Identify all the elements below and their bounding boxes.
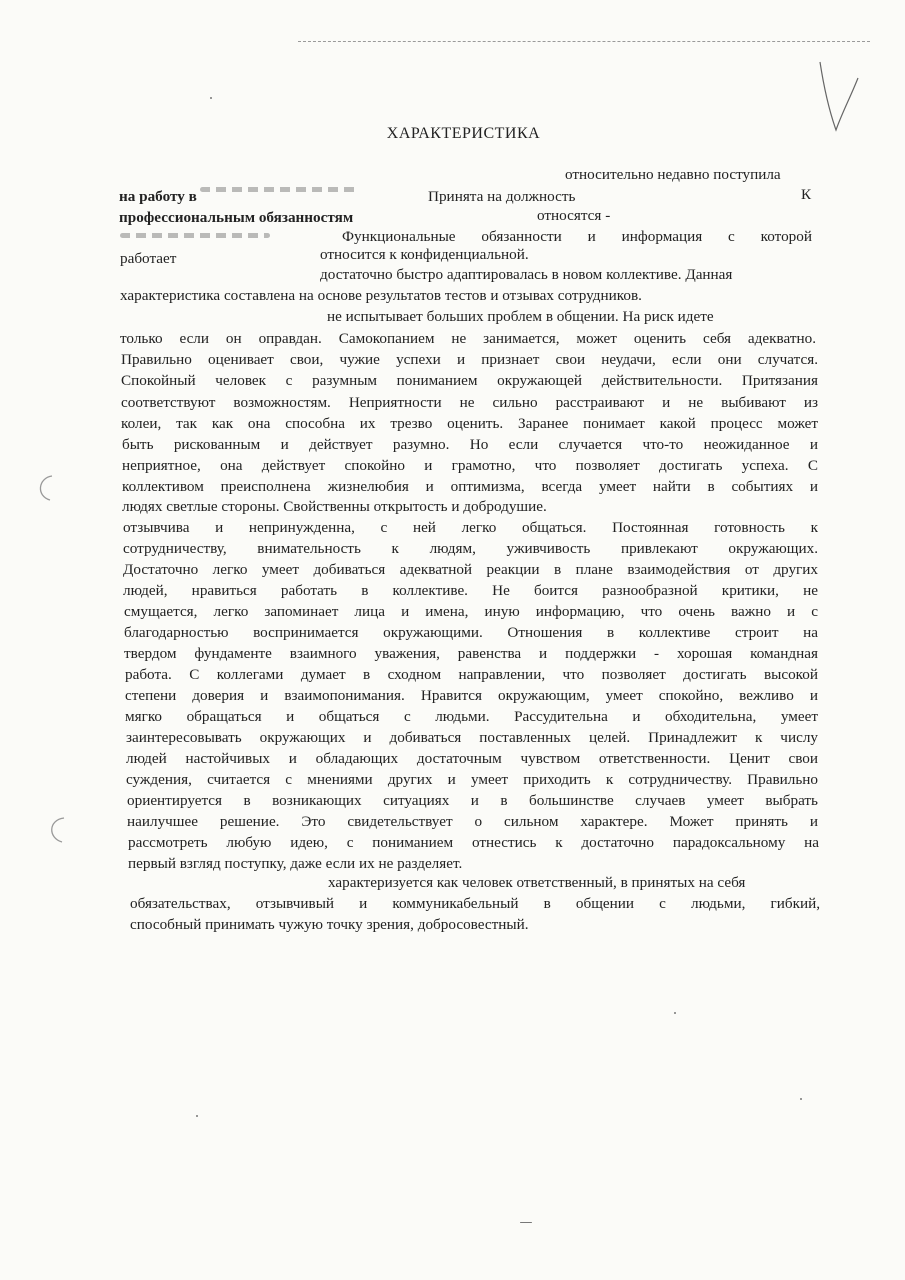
header-line-4: Функциональные обязанности и информация с которой (342, 228, 812, 245)
body-line-11: отзывчива и непринужденна, с ней легко общаться. Постоянная готовность к (123, 519, 818, 536)
document-title: ХАРАКТЕРИСТИКА (386, 125, 541, 142)
header-line-3-left: профессиональным обязанностям (119, 209, 354, 226)
header-line-5-mid: относится к конфиденциальной. (320, 246, 529, 263)
body-line-15: смущается, легко запоминает лица и имена, иную информацию, что очень важно и с (124, 603, 818, 620)
body-line-18: работа. С коллегами думает в сходном направлении, что позволяет достигать высокой (125, 666, 818, 683)
body-line-16: благодарностью воспринимается окружающими. Отношения в коллективе строит на (124, 624, 818, 641)
header-line-7: характеристика составлена на основе результатов тестов и отзывах сотрудников. (120, 287, 642, 304)
closing-line-1: характеризуется как человек ответственный, в принятых на себя (328, 874, 746, 891)
top-edge-rule (298, 41, 870, 42)
scan-speck (520, 1222, 532, 1223)
header-line-2-mid: Принята на должность (428, 188, 576, 205)
body-line-7: быть рискованным и действует разумно. Но если случается что-то неожиданное и (122, 436, 818, 453)
redacted-employer (200, 187, 360, 192)
scan-speck (800, 1098, 802, 1100)
scan-speck (210, 97, 212, 99)
body-line-1: не испытывает больших проблем в общении. На риск идете (327, 308, 714, 325)
body-line-10: людях светлые стороны. Свойственны открытость и добродушие. (122, 498, 547, 515)
punch-hole-bottom-icon (40, 812, 80, 852)
header-line-3-mid: относятся - (537, 207, 611, 224)
body-line-3: Правильно оценивает свои, чужие успехи и признает свои неудачи, если они случатся. (121, 351, 818, 368)
body-line-8: неприятное, она действует спокойно и грамотно, что позволяет достигать успеха. С (122, 457, 818, 474)
punch-hole-top-icon (30, 470, 70, 510)
scan-speck (674, 1012, 676, 1014)
body-line-27: первый взгляд поступку, даже если их не разделяет. (128, 855, 463, 872)
header-line-6: достаточно быстро адаптировалась в новом коллективе. Данная (320, 266, 733, 283)
body-line-20: мягко обращаться и общаться с людьми. Рассудительна и обходительна, умеет (125, 708, 818, 725)
header-line-1: относительно недавно поступила (565, 166, 781, 183)
body-line-17: твердом фундаменте взаимного уважения, равенства и поддержки - хорошая командная (124, 645, 818, 662)
body-line-25: наилучшее решение. Это свидетельствует о сильном характере. Может принять и (127, 813, 818, 830)
body-line-9: коллективом преисполнена жизнелюбия и оптимизма, всегда умеет найти в событиях и (122, 478, 818, 495)
redacted-duties (120, 233, 270, 238)
body-line-13: Достаточно легко умеет добиваться адекватной реакции в плане взаимодействия от других (123, 561, 818, 578)
scan-speck (196, 1115, 198, 1117)
header-line-2-left: на работу в (119, 188, 197, 205)
body-line-5: соответствуют возможностям. Неприятности не сильно расстраивают и не выбивают из (121, 394, 818, 411)
body-line-22: людей настойчивых и обладающих достаточным чувством ответственности. Ценит свои (126, 750, 818, 767)
body-line-14: людей, нравиться работать в коллективе. Не боится разнообразной критики, не (123, 582, 818, 599)
header-line-5-left: работает (120, 250, 177, 267)
body-line-21: заинтересовывать окружающих и добиваться поставленных целей. Принадлежит к числу (126, 729, 818, 746)
body-line-19: степени доверия и взаимопонимания. Нравится окружающим, умеет спокойно, вежливо и (125, 687, 818, 704)
body-line-2: только если он оправдан. Самокопанием не занимается, может оценить себя адекватно. (120, 330, 816, 347)
body-line-23: суждения, считается с мнениями других и умеет приходить к сотрудничеству. Правильно (126, 771, 818, 788)
header-line-2-right: К (801, 186, 812, 203)
body-line-26: рассмотреть любую идею, с пониманием отнестись к достаточно парадоксальному на (128, 834, 819, 851)
body-line-12: сотрудничеству, внимательность к людям, уживчивость привлекают окружающих. (123, 540, 818, 557)
body-line-24: ориентируется в возникающих ситуациях и в большинстве случаев умеет выбрать (127, 792, 818, 809)
body-line-6: колеи, так как она способна их трезво оценить. Заранее понимает какой процесс может (121, 415, 818, 432)
closing-line-3: способный принимать чужую точку зрения, добросовестный. (130, 916, 529, 933)
closing-line-2: обязательствах, отзывчивый и коммуникабельный в общении с людьми, гибкий, (130, 895, 820, 912)
body-line-4: Спокойный человек с разумным пониманием окружающей действительности. Притязания (121, 372, 818, 389)
